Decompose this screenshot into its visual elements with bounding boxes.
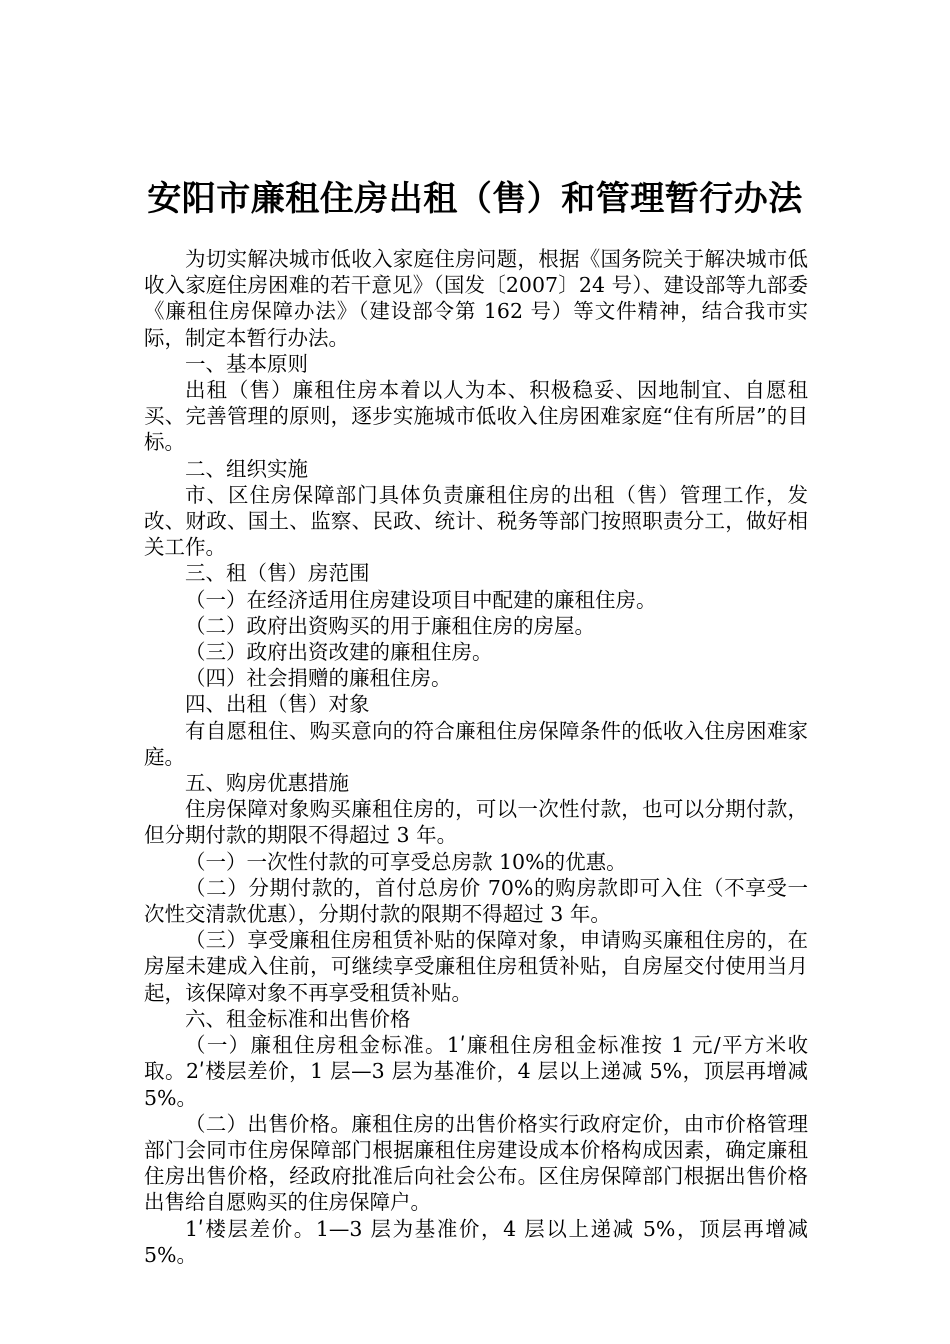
paragraph-intro: 为切实解决城市低收入家庭住房问题，根据《国务院关于解决城市低收入家庭住房困难的若干意见》（国发〔2007〕24 号）、建设部等九部委《廉租住房保障办法》（建设部令第 162 号）等文件精神，结合我市实际，制定本暂行办法。 xyxy=(144,247,808,350)
section-heading-2: 二、组织实施 xyxy=(185,456,308,481)
paragraph: 出租（售）廉租住房本着以人为本、积极稳妥、因地制宜、自愿租买、完善管理的原则，逐步实施城市低收入住房困难家庭“住有所居”的目标。 xyxy=(144,378,808,455)
section-heading-5: 五、购房优惠措施 xyxy=(185,771,349,796)
list-item: （三）政府出资改建的廉租住房。 xyxy=(185,640,493,665)
section-heading-6: 六、租金标准和出售价格 xyxy=(185,1006,411,1031)
section-heading-3: 三、租（售）房范围 xyxy=(185,561,370,586)
section-heading-4: 四、出租（售）对象 xyxy=(185,692,370,717)
paragraph: 住房保障对象购买廉租住房的，可以一次性付款，也可以分期付款，但分期付款的期限不得超过 3 年。 xyxy=(144,797,808,848)
document-title: 安阳市廉租住房出租（售）和管理暂行办法 xyxy=(147,179,803,219)
list-item: （二）分期付款的，首付总房价 70%的购房款即可入住（不享受一次性交清款优惠），分期付款的限期不得超过 3 年。 xyxy=(144,875,808,927)
paragraph: 1ʹ楼层差价。1—3 层为基准价，4 层以上递减 5%，顶层再增减 5%。 xyxy=(144,1216,808,1267)
list-item: （一）一次性付款的可享受总房款 10%的优惠。 xyxy=(185,849,627,874)
list-item: （一）廉租住房租金标准。1ʹ廉租住房租金标准按 1 元/平方米收取。2ʹ楼层差价，1 层—3 层为基准价，4 层以上递减 5%，顶层再增减 5%。 xyxy=(144,1033,808,1110)
section-heading-1: 一、基本原则 xyxy=(185,351,308,376)
list-item: （二）出售价格。廉租住房的出售价格实行政府定价，由市价格管理部门会同市住房保障部门根据廉租住房建设成本价格构成因素，确定廉租住房出售价格，经政府批准后向社会公布。区住房保障部门根据出售价格出售给自愿购买的住房保障户。 xyxy=(144,1111,808,1215)
list-item: （三）享受廉租住房租赁补贴的保障对象，申请购买廉租住房的，在房屋未建成入住前，可继续享受廉租住房租赁补贴，自房屋交付使用当月起，该保障对象不再享受租赁补贴。 xyxy=(144,928,808,1005)
document-body xyxy=(144,246,808,1268)
list-item: （一）在经济适用住房建设项目中配建的廉租住房。 xyxy=(185,587,657,612)
paragraph: 有自愿租住、购买意向的符合廉租住房保障条件的低收入住房困难家庭。 xyxy=(144,718,808,769)
list-item: （四）社会捐赠的廉租住房。 xyxy=(185,666,452,691)
paragraph: 市、区住房保障部门具体负责廉租住房的出租（售）管理工作，发改、财政、国土、监察、民政、统计、税务等部门按照职责分工，做好相关工作。 xyxy=(144,482,808,560)
list-item: （二）政府出资购买的用于廉租住房的房屋。 xyxy=(185,613,595,638)
